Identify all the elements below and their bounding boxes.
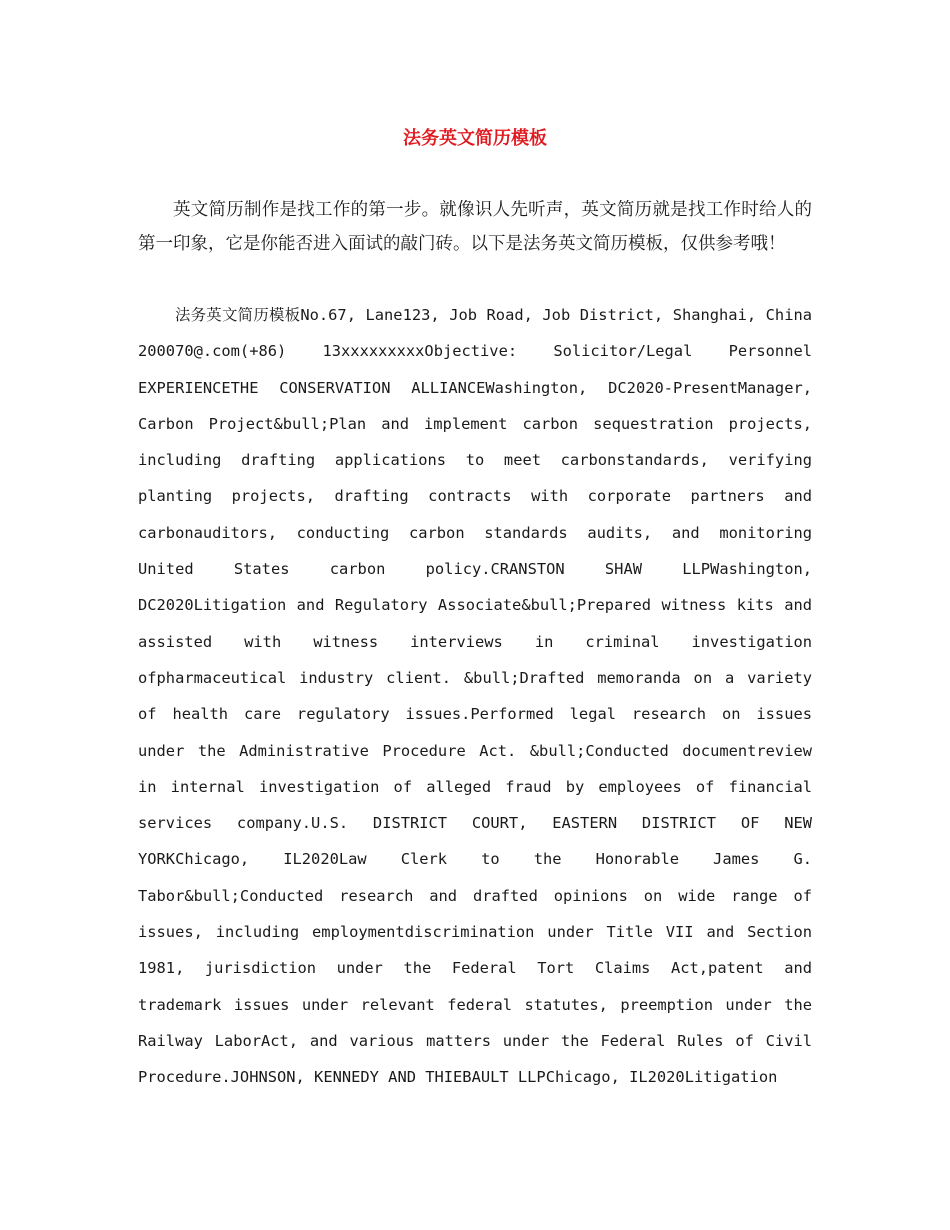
- resume-body-paragraph: 法务英文简历模板No.67, Lane123, Job Road, Job District, Shanghai, China 200070@.com(+86) 13xxxxxxxxxObjective: Solicitor/Legal Personnel EXPERIENCETHE CONSERVATION ALLIANCEWashington, DC2020-PresentManager, Carbon Project&bull;Plan and implement carbon sequestration projects, including drafting applications to meet carbonstandards, verifying planting projects, drafting contracts with corporate partners and carbonauditors, conducting carbon standards audits, and monitoring United States carbon policy.CRANSTON SHAW LLPWashington, DC2020Litigation and Regulatory Associate&bull;Prepared witness kits and assisted with witness interviews in criminal investigation ofpharmaceutical industry client. &bull;Drafted memoranda on a variety of health care regulatory issues.Performed legal research on issues under the Administrative Procedure Act. &bull;Conducted documentreview in internal investigation of alleged fraud by employees of financial services company.U.S. DISTRICT COURT, EASTERN DISTRICT OF NEW YORKChicago, IL2020Law Clerk to the Honorable James G. Tabor&bull;Conducted research and drafted opinions on wide range of issues, including employmentdiscrimination under Title VII and Section 1981, jurisdiction under the Federal Tort Claims Act,patent and trademark issues under relevant federal statutes, preemption under the Railway LaborAct, and various matters under the Federal Rules of Civil Procedure.JOHNSON, KENNEDY AND THIEBAULT LLPChicago, IL2020Litigation: [138, 306, 812, 1087]
- page-title: 法务英文简历模板: [403, 128, 547, 149]
- intro-paragraph: 英文简历制作是找工作的第一步。就像识人先听声，英文简历就是找工作时给人的第一印象，它是你能否进入面试的敲门砖。以下是法务英文简历模板，仅供参考哦！: [138, 200, 812, 254]
